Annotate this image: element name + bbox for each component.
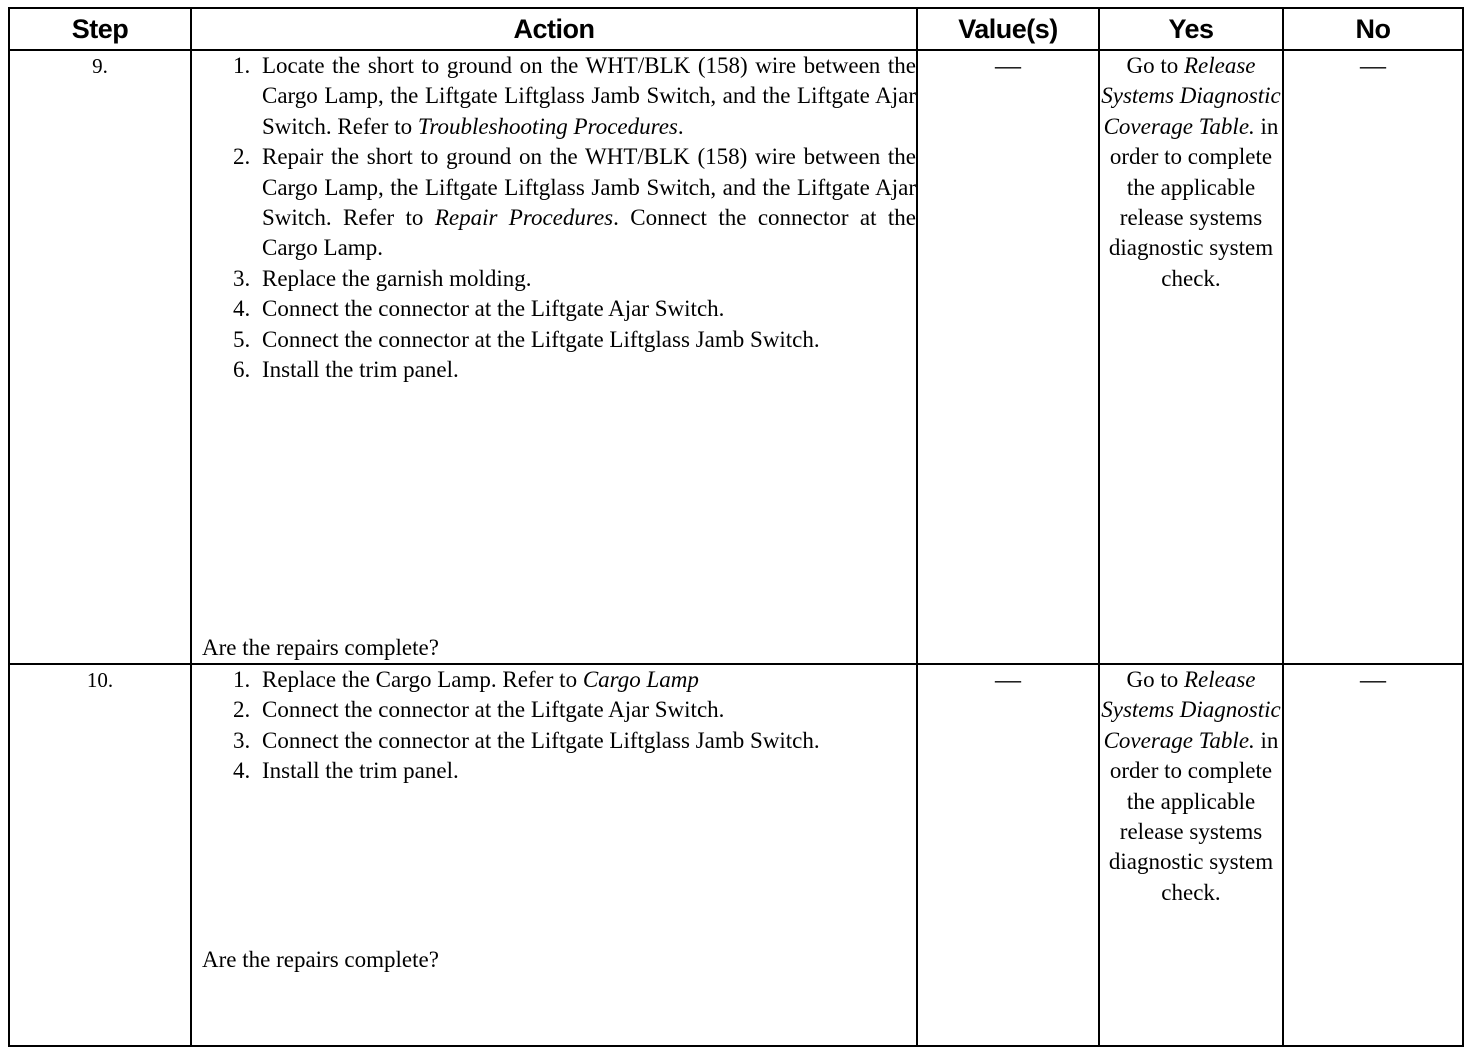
yes-cell: Go to Release Systems Diagnostic Coverage Table. in order to complete the applicable release systems diagnostic system check. <box>1099 664 1283 1046</box>
action-step: 3. Connect the connector at the Liftgate Liftglass Jamb Switch. <box>256 726 916 756</box>
action-cell <box>191 664 917 1046</box>
header-yes: Yes <box>1099 8 1283 50</box>
action-step: 4. Install the trim panel. <box>256 756 916 786</box>
no-cell: — <box>1283 50 1463 664</box>
header-values: Value(s) <box>917 8 1099 50</box>
header-step: Step <box>9 8 191 50</box>
table-row <box>9 664 1463 1046</box>
step-number: 10. <box>9 664 191 1046</box>
table-row <box>9 50 1463 664</box>
yes-cell: Go to Release Systems Diagnostic Coverage Table. in order to complete the applicable release systems diagnostic system check. <box>1099 50 1283 664</box>
action-step: 1. Replace the Cargo Lamp. Refer to Cargo Lamp <box>256 665 916 695</box>
value-cell: — <box>917 50 1099 664</box>
action-question: Are the repairs complete? <box>202 635 439 660</box>
action-cell <box>191 50 917 664</box>
step-number: 9. <box>9 50 191 664</box>
header-action: Action <box>191 8 917 50</box>
action-steps-list <box>192 665 916 787</box>
action-step: 5. Connect the connector at the Liftgate Liftglass Jamb Switch. <box>256 325 916 355</box>
action-step: 1. Locate the short to ground on the WHT/BLK (158) wire between the Cargo Lamp, the Liftgate Liftglass Jamb Switch, and the Liftgate Ajar Switch. Refer to Troubleshooting Procedures. <box>256 51 916 142</box>
diagnostic-table <box>8 7 1464 1047</box>
action-step: 6. Install the trim panel. <box>256 355 916 385</box>
yes-link-text: Release Systems Diagnostic Coverage Table. <box>1101 53 1281 139</box>
header-no: No <box>1283 8 1463 50</box>
action-step: 3. Replace the garnish molding. <box>256 264 916 294</box>
action-step: 4. Connect the connector at the Liftgate Ajar Switch. <box>256 294 916 324</box>
header-row <box>9 8 1463 50</box>
value-cell: — <box>917 664 1099 1046</box>
action-question: Are the repairs complete? <box>202 947 439 972</box>
action-steps-list <box>192 51 916 385</box>
action-step: 2. Repair the short to ground on the WHT/BLK (158) wire between the Cargo Lamp, the Liftgate Liftglass Jamb Switch, and the Liftgate Ajar Switch. Refer to Repair Procedures. Connect the connector at the Cargo Lamp. <box>256 142 916 264</box>
yes-link-text: Release Systems Diagnostic Coverage Table. <box>1101 667 1281 753</box>
action-step: 2. Connect the connector at the Liftgate Ajar Switch. <box>256 695 916 725</box>
no-cell: — <box>1283 664 1463 1046</box>
